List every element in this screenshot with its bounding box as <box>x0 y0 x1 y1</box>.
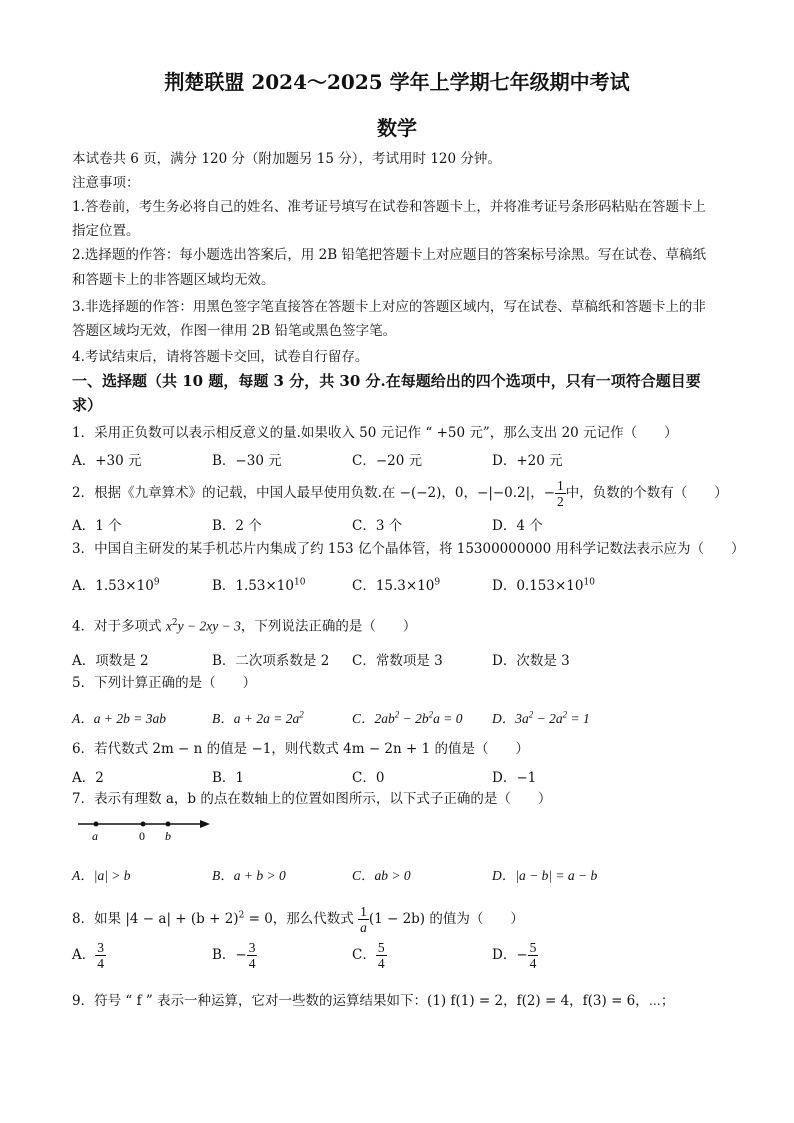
q8-b-frac <box>247 940 258 971</box>
q8-frac-den: a <box>360 920 367 935</box>
q5-d-text1: D．3a <box>492 711 529 726</box>
q3-stem: 3．中国自主研发的某手机芯片内集成了约 153 亿个晶体管，将 15300000000 用科学记数法表示应为（ ） <box>72 541 745 557</box>
point-zero <box>141 822 146 827</box>
notice-4: 4.考试结束后，请将答题卡交回，试卷自行留存。 <box>72 349 369 365</box>
q8-c-num: 5 <box>377 940 385 955</box>
notice-3-cont: 答题区域均无效，作图一律用 2B 铅笔或黑色签字笔。 <box>72 323 397 339</box>
q8-a-pre: A． <box>72 947 96 963</box>
q8-exp: 2 <box>238 910 245 921</box>
q8-fraction <box>358 904 369 935</box>
q5-option-a: A．a + 2b = 3ab <box>72 711 166 726</box>
q5-c-text2: − 2b <box>399 711 429 726</box>
q4-poly-rest: y − 2xy − 3 <box>177 618 241 634</box>
q5-b-text: B．a + 2a = 2a <box>212 711 300 726</box>
q8-a-num: 3 <box>97 940 104 955</box>
q4-option-c: C．常数项是 3 <box>352 653 443 669</box>
section-heading: 一、选择题（共 10 题，每题 3 分，共 30 分.在每题给出的四个选项中，只有一项符合题目要 <box>72 372 701 390</box>
q5-d-text3: = 1 <box>567 711 590 726</box>
q1-option-c: C．−20 元 <box>352 453 423 469</box>
exam-title: 荆楚联盟 2024～2025 学年上学期七年级期中考试 <box>164 70 630 94</box>
q8-d-den: 4 <box>529 956 537 971</box>
q3-c-base: C．15.3×10 <box>352 578 435 594</box>
section-heading-cont: 求） <box>72 396 103 414</box>
q3-d-base: D．0.153×10 <box>492 578 584 594</box>
q2-option-a: A．1 个 <box>72 518 122 534</box>
label-b: b <box>165 829 171 843</box>
notice-1-cont: 指定位置。 <box>72 223 140 239</box>
q2-option-c: C．3 个 <box>352 518 403 534</box>
q3-a-exp: 9 <box>153 577 160 588</box>
q5-b-exp: 2 <box>299 709 304 720</box>
q8-d-num: 5 <box>529 940 537 955</box>
q4-poly-x: x <box>165 618 172 634</box>
q7-stem: 7．表示有理数 a，b 的点在数轴上的位置如图所示，以下式子正确的是（ ） <box>72 791 552 807</box>
q5-option-b <box>212 707 304 727</box>
q8-c-den: 4 <box>377 956 385 971</box>
q4-stem-text: 4．对于多项式 <box>72 618 166 635</box>
q8-c-pre: C． <box>352 947 376 963</box>
notice-2: 2.选择题的作答：每小题选出答案后，用 2B 铅笔把答题卡上对应题目的答案标号涂黑。写在试卷、草稿纸 <box>72 247 706 263</box>
q2-stem-tail: 中，负数的个数有（ ） <box>565 485 728 501</box>
q2-frac-num: 1 <box>557 478 564 493</box>
q3-option-c <box>352 574 440 594</box>
q5-c-text3: a = 0 <box>433 711 463 726</box>
notice-title: 注意事项： <box>72 175 140 191</box>
q6-stem: 6．若代数式 2m − n 的值是 −1，则代数式 4m − 2n + 1 的值是（ ） <box>72 741 529 757</box>
q4-stem-tail: ，下列说法正确的是（ ） <box>240 618 417 635</box>
q8-b-den: 4 <box>248 956 256 971</box>
q4-stem: 4．对于多项式 $x^2y - 2xy - 3$，下列说法正确的是（ ） <box>72 618 417 635</box>
label-a: a <box>92 829 98 843</box>
label-zero: 0 <box>139 829 145 843</box>
subject-title: 数学 <box>377 116 417 140</box>
q2-frac-den: 2 <box>557 494 564 509</box>
q3-option-b <box>212 574 305 594</box>
q3-a-base: A．1.53×10 <box>72 578 154 594</box>
q7-option-a: A．|a| > b <box>72 868 131 883</box>
q6-option-d: D．−1 <box>492 770 537 786</box>
number-line-figure <box>76 814 216 844</box>
q1-option-b: B．−30 元 <box>212 453 282 469</box>
q5-d-text2: − 2a <box>533 711 563 726</box>
q3-b-base: B．1.53×10 <box>212 578 294 594</box>
q5-stem: 5．下列计算正确的是（ ） <box>72 675 257 691</box>
q4-option-a: A．项数是 2 <box>72 653 149 669</box>
q5-option-d: D．$3a^2 - 2a^2 = 1$ <box>492 709 590 726</box>
q8-stem-mid: = 0，那么代数式 <box>244 911 359 927</box>
q8-a-den: 4 <box>97 956 104 971</box>
q1-option-d: D．+20 元 <box>492 453 563 469</box>
q3-b-exp: 10 <box>293 577 306 588</box>
q8-option-b <box>212 940 257 971</box>
notice-2-cont: 和答题卡上的非答题区域均无效。 <box>72 272 275 288</box>
q8-option-d <box>492 940 538 971</box>
q2-option-b: B．2 个 <box>212 518 262 534</box>
q5-c-text1: C．2ab <box>352 711 395 726</box>
q8-a-frac <box>95 940 106 971</box>
q3-c-exp: 9 <box>434 577 441 588</box>
q4-option-d: D．次数是 3 <box>492 653 570 669</box>
q9-stem: 9．符号 “ f ” 表示一种运算，它对一些数的运算结果如下：(1) f(1) = 2，f(2) = 4，f(3) = 6，⋯； <box>72 993 675 1009</box>
q4-option-b: B．二次项系数是 2 <box>212 653 330 669</box>
q8-d-frac <box>528 940 539 971</box>
q2-option-d: D．4 个 <box>492 518 543 534</box>
q8-stem <box>72 904 732 935</box>
q8-stem-text: 8．如果 |4 − a| + (b + 2) <box>72 911 239 927</box>
q1-stem: 1．采用正负数可以表示相反意义的量.如果收入 50 元记作 “ +50 元”，那么支出 20 元记作（ ） <box>72 425 678 441</box>
q6-option-c: C．0 <box>352 770 385 786</box>
exam-info: 本试卷共 6 页，满分 120 分（附加题另 15 分），考试用时 120 分钟。 <box>72 151 501 167</box>
q8-option-c <box>352 940 387 971</box>
q6-option-a: A．2 <box>72 770 104 786</box>
q8-b-num: 3 <box>248 940 256 955</box>
q7-option-c: C．ab > 0 <box>352 868 411 883</box>
q6-option-b: B．1 <box>212 770 245 786</box>
q3-option-d <box>492 574 595 594</box>
point-a <box>94 822 99 827</box>
q8-d-pre: D．− <box>492 947 528 963</box>
q8-option-a <box>72 940 106 971</box>
q7-option-b: B．a + b > 0 <box>212 868 286 883</box>
q7-option-d: D．|a − b| = a − b <box>492 868 598 883</box>
q5-option-c: C．$2ab^2 - 2b^2a = 0$ <box>352 709 463 726</box>
q8-stem-tail: (1 − 2b) 的值为（ ） <box>368 911 524 927</box>
q8-frac-num: 1 <box>360 904 367 919</box>
notice-3: 3.非选择题的作答：用黑色签字笔直接答在答题卡上对应的答题区域内，写在试卷、草稿纸和答题卡上的非 <box>72 299 706 315</box>
q8-c-frac <box>376 940 387 971</box>
q2-stem: 2．根据《九章算术》的记载，中国人最早使用负数.在 −(−2)，0，−|−0.2|，− $\frac{1}{2}$ 中，负数的个数有（ ） <box>72 478 728 509</box>
q3-option-a <box>72 574 160 594</box>
q3-d-exp: 10 <box>583 577 595 588</box>
number-line-arrow <box>200 820 210 828</box>
q1-option-a: A．+30 元 <box>72 453 142 469</box>
q2-fraction <box>555 478 566 509</box>
point-b <box>166 822 171 827</box>
notice-1: 1.答卷前，考生务必将自己的姓名、准考证号填写在试卷和答题卡上，并将准考证号条形码粘贴在答题卡上 <box>72 199 706 215</box>
q8-b-pre: B．− <box>212 947 247 963</box>
q2-stem-text: 2．根据《九章算术》的记载，中国人最早使用负数.在 −(−2)，0，−|−0.2|， <box>72 485 544 501</box>
